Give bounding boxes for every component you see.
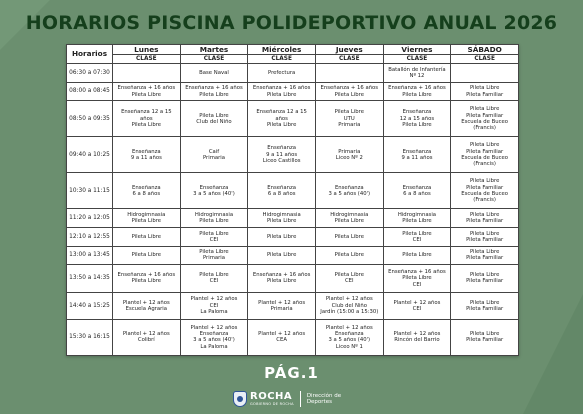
schedule-cell [248, 292, 316, 319]
header-clase: CLASE [113, 55, 181, 64]
schedule-cell [248, 137, 316, 173]
time-slot: 13:50 a 14:35 [67, 265, 113, 292]
time-slot: 12:10 a 12:55 [67, 227, 113, 246]
table-row [67, 319, 519, 355]
cell-line: (Francis) [473, 125, 496, 132]
schedule-cell [113, 173, 181, 209]
header-clase: CLASE [451, 55, 519, 64]
rocha-brand [250, 392, 294, 407]
cell-line: Pileta Libre [199, 218, 229, 225]
cell-line: Pileta Libre [131, 278, 162, 285]
cell-line: Enseñanza [267, 145, 296, 152]
schedule-cell [315, 173, 383, 209]
time-slot: 06:30 a 07:30 [67, 64, 113, 83]
schedule-cell [180, 137, 248, 173]
cell-line: 3 a 5 años (40') [328, 337, 371, 344]
cell-line: Pileta Libre [334, 252, 364, 259]
header-clase: CLASE [315, 55, 383, 64]
cell-line: 6 a 8 años [132, 190, 161, 197]
cell-line: Primaria [338, 121, 361, 128]
footer-logos [233, 388, 341, 410]
header-horarios: Horarios [67, 45, 113, 64]
cell-line: Enseñanza + 16 años [117, 272, 176, 279]
cell-line: Pileta Libre [266, 121, 297, 128]
cell-line: Liceo Castillos [262, 157, 301, 164]
schedule-cell [383, 64, 451, 83]
cell-line: Enseñanza [402, 109, 432, 116]
cell-line: Pileta Familiar [466, 91, 504, 98]
cell-line: Pileta Libre [334, 233, 364, 240]
schedule-cell [451, 101, 519, 137]
header-row-days [67, 45, 519, 55]
header-day: Martes [180, 45, 248, 55]
cell-line: Plantel + 12 años [122, 331, 170, 338]
schedule-cell [113, 64, 181, 83]
page-title: HORARIOS PISCINA POLIDEPORTIVO ANUAL 2026 [25, 12, 558, 34]
cell-line: Pileta Libre [469, 249, 500, 256]
brand-name: ROCHA [250, 390, 293, 402]
time-slot: 15:30 a 16:15 [67, 319, 113, 355]
cell-line: Enseñanza 12 a 15 años [256, 109, 307, 122]
schedule-cell [113, 82, 181, 101]
cell-line: Enseñanza + 16 años [320, 85, 379, 92]
cell-line: Enseñanza + 16 años [388, 269, 446, 276]
cell-line: Pileta Familiar [466, 236, 504, 243]
cell-line: Pileta Libre [266, 252, 297, 259]
cell-line: 6 a 8 años [267, 190, 296, 197]
cell-line: Pileta Libre [131, 233, 162, 240]
schedule-cell [248, 246, 316, 265]
cell-line: Enseñanza [131, 148, 161, 155]
header-day: Miércoles [248, 45, 316, 55]
cell-line: Enseñanza + 16 años [117, 85, 176, 92]
cell-line: CEI [209, 236, 219, 243]
schedule-cell [451, 265, 519, 292]
table-row [67, 82, 519, 101]
schedule-cell [383, 137, 451, 173]
table-row [67, 227, 519, 246]
schedule-cell [113, 292, 181, 319]
cell-line: Hidrogimnasia [127, 211, 166, 218]
schedule-cell [451, 64, 519, 83]
schedule-cell [248, 64, 316, 83]
schedule-body [67, 64, 519, 356]
cell-line: Pileta Libre [469, 106, 500, 113]
schedule-cell [315, 319, 383, 355]
table-row [67, 292, 519, 319]
cell-line: Jardín (15:00 a 15:30) [320, 308, 379, 315]
schedule-cell [113, 246, 181, 265]
cell-line: CEI [412, 236, 422, 243]
schedule-cell [113, 227, 181, 246]
table-row [67, 137, 519, 173]
cell-line: Enseñanza + 16 años [388, 85, 446, 92]
cell-line: 9 a 11 años [401, 154, 433, 161]
schedule-cell [180, 101, 248, 137]
cell-line: Pileta Libre [469, 331, 500, 338]
cell-line: Plantel + 12 años [325, 296, 373, 303]
time-slot: 08:50 a 09:35 [67, 101, 113, 137]
time-slot: 14:40 a 15:25 [67, 292, 113, 319]
cell-line: Nº 12 [409, 72, 425, 79]
cell-line: Pileta Libre [131, 252, 162, 259]
cell-line: CEA [276, 337, 287, 344]
cell-line: Enseñanza [402, 184, 432, 191]
cell-line: Enseñanza [199, 184, 229, 191]
cell-line: Plantel + 12 años [190, 296, 238, 303]
cell-line: Enseñanza [402, 148, 432, 155]
cell-line: Pileta Libre [334, 218, 364, 225]
cell-line: Liceo Nº 2 [335, 154, 363, 161]
cell-line: Pileta Libre [469, 178, 500, 185]
schedule-cell [315, 137, 383, 173]
cell-line: Pileta Libre [199, 112, 229, 119]
cell-line: CEI [344, 278, 354, 285]
cell-line: Enseñanza [131, 184, 161, 191]
header-row-clase [67, 55, 519, 64]
schedule-cell [383, 173, 451, 209]
schedule-cell [248, 173, 316, 209]
schedule-cell [383, 265, 451, 292]
schedule-cell [383, 292, 451, 319]
cell-line: UTU [343, 115, 355, 122]
schedule-cell [180, 246, 248, 265]
header-day: SÁBADO [451, 45, 519, 55]
cell-line: Caif [208, 148, 220, 155]
time-slot: 10:30 a 11:15 [67, 173, 113, 209]
decor-triangle-bottom-right [523, 294, 583, 414]
cell-line: Pileta Libre [199, 249, 229, 256]
department-line-1: Dirección de [306, 393, 342, 399]
rocha-seal-icon [233, 391, 247, 407]
header-clase: CLASE [248, 55, 316, 64]
schedule-cell [451, 82, 519, 101]
cell-line: Pileta Libre [266, 233, 297, 240]
cell-line: Prefectura [267, 69, 296, 76]
cell-line: (Francis) [473, 197, 496, 204]
schedule-cell [451, 292, 519, 319]
schedule-cell [383, 101, 451, 137]
schedule-cell [383, 319, 451, 355]
schedule-cell [315, 265, 383, 292]
cell-line: Pileta Libre [266, 91, 297, 98]
cell-line: Pileta Libre [334, 91, 364, 98]
cell-line: Pileta Familiar [466, 255, 504, 262]
cell-line: 3 a 5 años (40') [193, 337, 235, 344]
schedule-cell [180, 227, 248, 246]
cell-line: Pileta Familiar [466, 278, 504, 285]
table-row [67, 101, 519, 137]
cell-line: Enseñanza + 16 años [252, 272, 311, 279]
cell-line: Pileta Libre [469, 272, 500, 279]
schedule-table [66, 44, 519, 356]
cell-line: Plantel + 12 años [122, 299, 170, 306]
department-name [307, 393, 341, 405]
cell-line: Pileta Libre [131, 121, 162, 128]
cell-line: Pileta Libre [469, 142, 500, 149]
cell-line: Base Naval [199, 69, 229, 76]
time-slot: 08:00 a 08:45 [67, 82, 113, 101]
cell-line: Club del Niño [196, 118, 232, 125]
schedule-cell [180, 319, 248, 355]
cell-line: CEI [412, 281, 422, 288]
cell-line: Primaria [202, 255, 226, 262]
cell-line: Pileta Libre [469, 211, 500, 218]
schedule-cell [315, 101, 383, 137]
cell-line: Primaria [270, 305, 293, 312]
cell-line: 9 a 11 años [266, 151, 298, 158]
cell-line: Pileta Libre [402, 230, 432, 237]
department-line-2: Deportes [306, 399, 332, 405]
cell-line: Pileta Familiar [466, 184, 504, 191]
cell-line: Batallón de Infantería [388, 66, 446, 73]
cell-line: Primaria [338, 148, 361, 155]
cell-line: Pileta Libre [402, 91, 432, 98]
cell-line: Pileta Libre [402, 252, 432, 259]
header-clase: CLASE [180, 55, 248, 64]
schedule-table-container [66, 44, 519, 356]
cell-line: Pileta Libre [334, 272, 364, 279]
time-slot: 09:40 a 10:25 [67, 137, 113, 173]
footer-divider [300, 391, 301, 407]
cell-line: 9 a 11 años [130, 154, 162, 161]
cell-line: Enseñanza [334, 184, 364, 191]
table-row [67, 64, 519, 83]
schedule-cell [451, 319, 519, 355]
cell-line: Hidrogimnasia [330, 211, 369, 218]
time-slot: 13:00 a 13:45 [67, 246, 113, 265]
cell-line: Hidrogimnasia [194, 211, 234, 218]
brand-subtitle: GOBIERNO DE ROCHA [250, 401, 294, 406]
schedule-cell [180, 265, 248, 292]
schedule-cell [383, 227, 451, 246]
cell-line: Escuela Agraria [125, 305, 167, 312]
schedule-cell [180, 173, 248, 209]
schedule-cell [315, 227, 383, 246]
cell-line: Escuela de Buceo [461, 118, 509, 125]
cell-line: Liceo Nº 1 [335, 343, 363, 350]
cell-line: Plantel + 12 años [190, 324, 238, 331]
cell-line: 6 a 8 años [403, 190, 431, 197]
cell-line: Escuela de Buceo [461, 154, 509, 161]
table-row [67, 209, 519, 228]
cell-line: Club del Niño [331, 302, 367, 309]
cell-line: Pileta Familiar [466, 112, 504, 119]
schedule-cell [383, 82, 451, 101]
header-clase: CLASE [383, 55, 451, 64]
schedule-cell [451, 227, 519, 246]
schedule-cell [451, 209, 519, 228]
schedule-cell [180, 292, 248, 319]
cell-line: Pileta Libre [131, 218, 162, 225]
header-day: Jueves [315, 45, 383, 55]
cell-line: CEI [209, 278, 219, 285]
cell-line: Plantel + 12 años [393, 331, 441, 338]
cell-line: Enseñanza [267, 184, 296, 191]
cell-line: Plantel + 12 años [393, 299, 441, 306]
cell-line: Enseñanza [334, 331, 364, 338]
schedule-cell [248, 265, 316, 292]
schedule-cell [113, 209, 181, 228]
schedule-cell [315, 209, 383, 228]
cell-line: Pileta Libre [266, 278, 297, 285]
schedule-cell [113, 265, 181, 292]
cell-line: Pileta Libre [469, 299, 500, 306]
cell-line: Rincón del Barrio [394, 337, 440, 344]
table-row [67, 265, 519, 292]
schedule-cell [248, 209, 316, 228]
cell-line: Escuela de Buceo [461, 190, 509, 197]
cell-line: 3 a 5 años (40') [328, 190, 371, 197]
cell-line: Pileta Familiar [466, 148, 504, 155]
cell-line: Pileta Familiar [466, 337, 504, 344]
cell-line: La Paloma [200, 343, 228, 350]
cell-line: Pileta Familiar [466, 218, 504, 225]
page-number: PÁG.1 [264, 364, 319, 382]
schedule-cell [113, 137, 181, 173]
schedule-cell [315, 64, 383, 83]
cell-line: Pileta Libre [469, 230, 500, 237]
cell-line: 12 a 15 años [399, 115, 435, 122]
header-day: Lunes [113, 45, 181, 55]
cell-line: CEI [209, 302, 219, 309]
cell-line: Pileta Libre [402, 218, 432, 225]
schedule-cell [180, 209, 248, 228]
cell-line: Pileta Libre [402, 275, 432, 282]
cell-line: (Francis) [473, 161, 496, 168]
schedule-cell [180, 82, 248, 101]
cell-line: Colibrí [137, 337, 155, 344]
cell-line: Pileta Libre [199, 230, 229, 237]
cell-line: Pileta Libre [266, 218, 297, 225]
schedule-cell [451, 246, 519, 265]
schedule-cell [315, 246, 383, 265]
schedule-cell [315, 82, 383, 101]
schedule-cell [113, 101, 181, 137]
schedule-cell [451, 137, 519, 173]
cell-line: Pileta Libre [199, 272, 229, 279]
table-row [67, 246, 519, 265]
schedule-cell [383, 209, 451, 228]
cell-line: Enseñanza + 16 años [185, 85, 243, 92]
table-row [67, 173, 519, 209]
cell-line: 3 a 5 años (40') [193, 190, 235, 197]
schedule-cell [248, 101, 316, 137]
cell-line: Enseñanza [199, 331, 229, 338]
cell-line: Hidrogimnasia [397, 211, 437, 218]
cell-line: Hidrogimnasia [262, 211, 301, 218]
cell-line: Enseñanza 12 a 15 años [121, 109, 172, 122]
cell-line: Plantel + 12 años [325, 324, 373, 331]
schedule-cell [113, 319, 181, 355]
cell-line: Primaria [202, 154, 226, 161]
schedule-cell [383, 246, 451, 265]
header-day: Viernes [383, 45, 451, 55]
cell-line: Plantel + 12 años [258, 331, 306, 338]
time-slot: 11:20 a 12:05 [67, 209, 113, 228]
schedule-cell [451, 173, 519, 209]
cell-line: Pileta Libre [199, 91, 229, 98]
cell-line: Plantel + 12 años [258, 299, 306, 306]
schedule-cell [248, 227, 316, 246]
cell-line: Pileta Libre [469, 85, 500, 92]
cell-line: La Paloma [200, 308, 228, 315]
cell-line: Pileta Familiar [466, 305, 504, 312]
cell-line: CEI [412, 305, 422, 312]
schedule-cell [315, 292, 383, 319]
cell-line: Pileta Libre [402, 121, 432, 128]
schedule-cell [248, 319, 316, 355]
cell-line: Enseñanza + 16 años [252, 85, 311, 92]
cell-line: Pileta Libre [131, 91, 162, 98]
schedule-cell [248, 82, 316, 101]
cell-line: Pileta Libre [334, 109, 364, 116]
schedule-cell [180, 64, 248, 83]
